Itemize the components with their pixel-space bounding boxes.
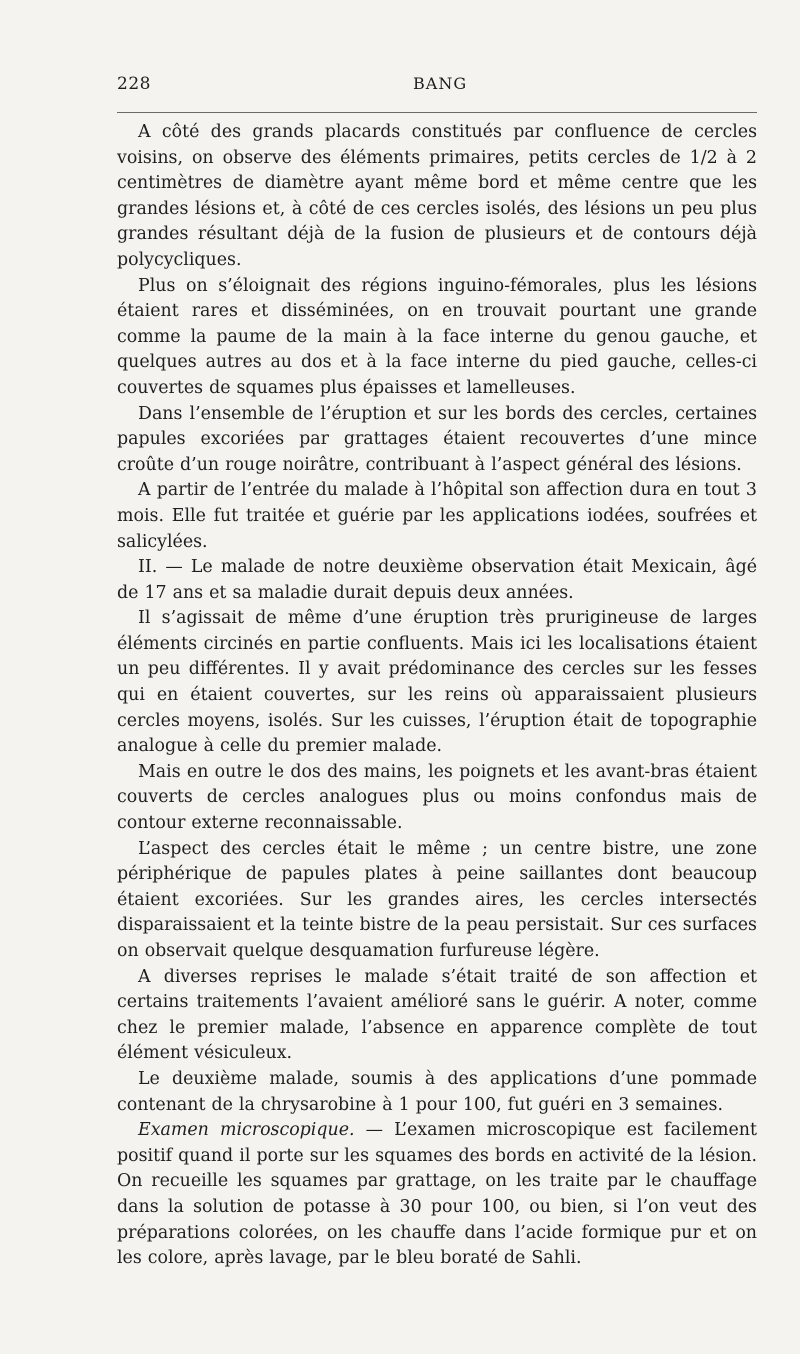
paragraph-8-text: L’aspect des cercles était le même ; un centre bistre, une zone périphérique de papules plates à peine saillantes dont beaucoup étaient excoriées. Sur les grandes aires, les cercles intersectés disparaissaient et la teinte bistre de la peau persistait. Sur ces surfaces on observait quelque desquamation furfureuse légère. (117, 838, 757, 961)
header-rule (117, 112, 757, 113)
page-header (117, 74, 760, 104)
paragraph-11 (117, 1118, 757, 1272)
paragraph-5-text: II. — Le malade de notre deuxième observation était Mexicain, âgé de 17 ans et sa maladie durait depuis deux années. (117, 557, 757, 603)
paragraph-10 (117, 1067, 757, 1118)
paragraph-9 (117, 965, 757, 1067)
paragraph-5 (117, 555, 757, 606)
paragraph-8 (117, 837, 757, 965)
paragraph-9-text: A diverses reprises le malade s’était traité de son affection et certains traitements l’avaient amélioré sans le guérir. A noter, comme chez le premier malade, l’absence en apparence complète de tout élément vésiculeux. (117, 966, 757, 1064)
paragraph-6-text: Il s’agissait de même d’une éruption très prurigineuse de larges éléments circinés en partie confluents. Mais ici les localisations étaient un peu différentes. Il y avait prédominance des cercles sur les fesses qui en étaient couvertes, sur les reins où apparaissaient plusieurs cercles moyens, isolés. Sur les cuisses, l’éruption était de topographie analogue à celle du premier malade. (117, 608, 757, 757)
body-text (117, 120, 757, 1272)
page-number: 228 (117, 74, 151, 94)
paragraph-1-text: A côté des grands placards constitués par confluence de cercles voisins, on observe des éléments primaires, petits cercles de 1/2 à 2 centimètres de diamètre ayant même bord et même centre que les grandes lésions et, à côté de ces cercles isolés, des lésions un peu plus grandes résultant déjà de la fusion de plusieurs et de contours déjà polycycliques. (117, 122, 757, 270)
paragraph-4 (117, 478, 757, 555)
paragraph-2-text: Plus on s’éloignait des régions inguino-fémorales, plus les lésions étaient rares et disséminées, on en trouvait pourtant une grande comme la paume de la main à la face interne du genou gauche, et quelques autres au dos et à la face interne du pied gauche, celles-ci couvertes de squames plus épaisses et lamelleuses. (117, 275, 757, 398)
paragraph-1 (117, 120, 757, 274)
running-head: BANG (413, 74, 468, 93)
section-lead-italic: Examen microscopique. (138, 1120, 355, 1141)
paragraph-11-text: — L’examen microscopique est facilement positif quand il porte sur les squames des bords en activité de la lésion. On recueille les squames par grattage, on les traite par le chauffage dans la solution de potasse à 30 pour 100, ou bien, si l’on veut des préparations colorées, on les chauffe dans l’acide formique pur et on les colore, après lavage, par le bleu boraté de Sahli. (117, 1120, 757, 1269)
paragraph-10-text: Le deuxième malade, soumis à des applications d’une pommade contenant de la chrysarobine à 1 pour 100, fut guéri en 3 semaines. (117, 1068, 757, 1115)
paragraph-7-text: Mais en outre le dos des mains, les poignets et les avant-bras étaient couverts de cercles analogues plus ou moins confondus mais de contour externe reconnaissable. (117, 761, 757, 834)
paragraph-3 (117, 402, 757, 479)
paragraph-6 (117, 606, 757, 760)
paragraph-2 (117, 274, 757, 402)
paragraph-3-text: Dans l’ensemble de l’éruption et sur les bords des cercles, certaines papules excoriées par grattages étaient recouvertes d’une mince croûte d’un rouge noirâtre, contribuant à l’aspect général des lésions. (117, 403, 757, 475)
paragraph-7 (117, 760, 757, 837)
paragraph-4-text: A partir de l’entrée du malade à l’hôpital son affection dura en tout 3 mois. Elle fut traitée et guérie par les applications iodées, soufrées et salicylées. (117, 480, 757, 552)
